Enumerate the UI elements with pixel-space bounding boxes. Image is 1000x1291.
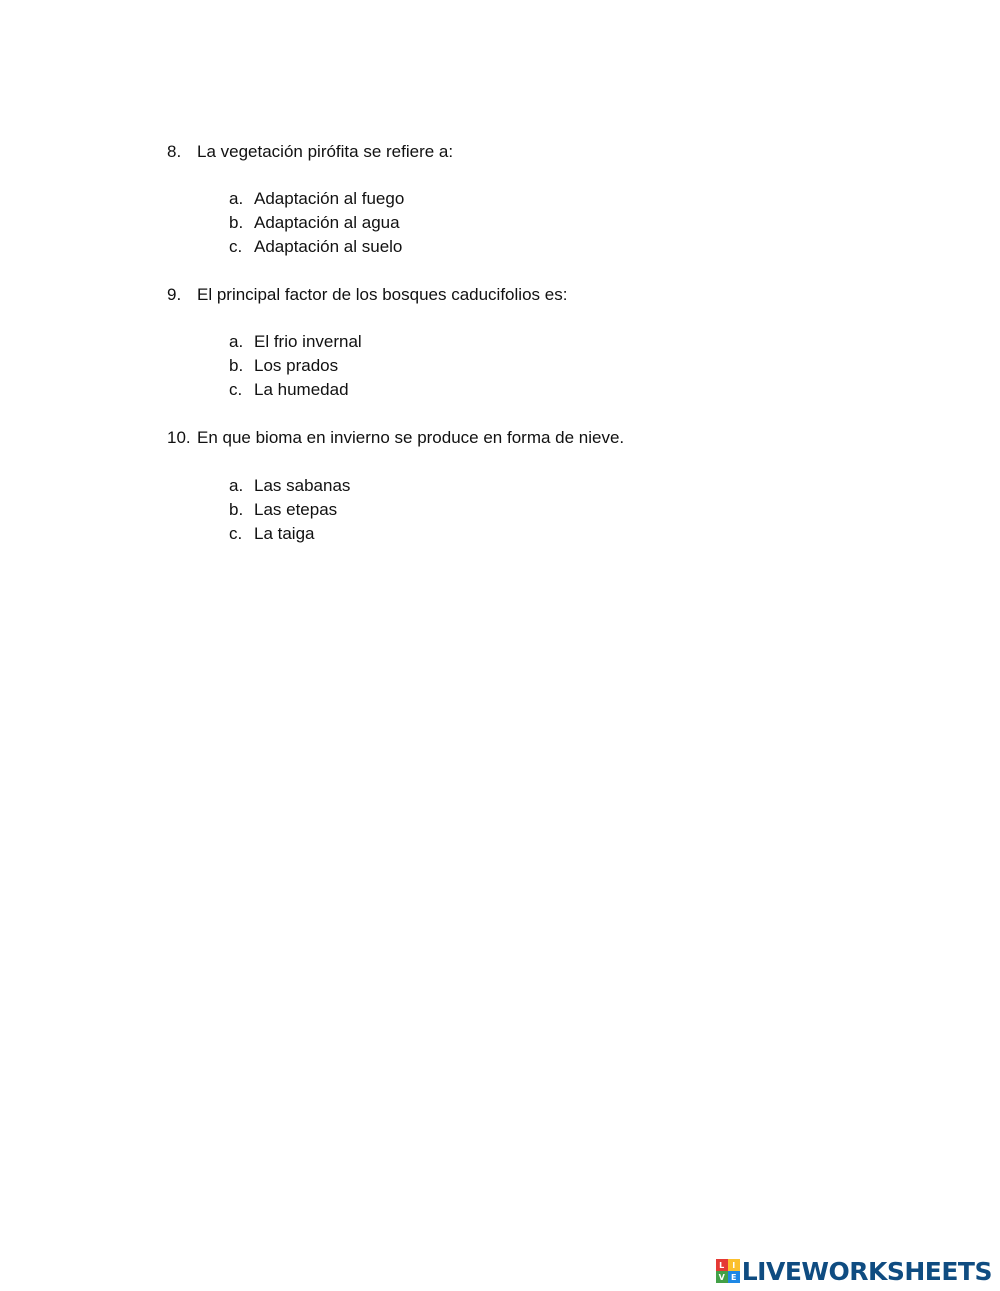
brand-name: LIVEWORKSHEETS bbox=[741, 1256, 992, 1286]
question-9-prompt bbox=[167, 283, 567, 307]
option-text: Las etepas bbox=[254, 500, 338, 519]
option-text: El frio invernal bbox=[254, 332, 362, 351]
liveworksheets-brand bbox=[716, 1256, 992, 1286]
option-text: La humedad bbox=[254, 380, 349, 399]
option-8a bbox=[229, 187, 404, 211]
option-text: Adaptación al agua bbox=[254, 213, 400, 232]
option-letter: c. bbox=[229, 380, 243, 399]
logo-tile-e: E bbox=[728, 1271, 740, 1283]
option-letter: b. bbox=[229, 500, 244, 519]
liveworksheets-logo-icon bbox=[716, 1259, 740, 1283]
option-letter: a. bbox=[229, 332, 244, 351]
option-10b bbox=[229, 498, 337, 522]
question-8-prompt bbox=[167, 140, 453, 164]
option-8b bbox=[229, 211, 400, 235]
question-text: La vegetación pirófita se refiere a: bbox=[197, 142, 454, 161]
question-text: En que bioma en invierno se produce en forma de nieve. bbox=[197, 428, 625, 447]
option-text: Adaptación al fuego bbox=[254, 189, 405, 208]
option-letter: b. bbox=[229, 213, 244, 232]
option-letter: c. bbox=[229, 237, 243, 256]
option-text: La taiga bbox=[254, 524, 315, 543]
option-9a bbox=[229, 330, 362, 354]
question-number: 8. bbox=[167, 142, 182, 161]
option-10a bbox=[229, 474, 350, 498]
option-text: Adaptación al suelo bbox=[254, 237, 403, 256]
logo-tile-l: L bbox=[716, 1259, 728, 1271]
option-letter: b. bbox=[229, 356, 244, 375]
option-9c bbox=[229, 378, 349, 402]
option-letter: c. bbox=[229, 524, 243, 543]
option-letter: a. bbox=[229, 189, 244, 208]
option-letter: a. bbox=[229, 476, 244, 495]
question-number: 10. bbox=[167, 428, 191, 447]
option-8c bbox=[229, 235, 402, 259]
option-text: Los prados bbox=[254, 356, 339, 375]
logo-tile-i: I bbox=[728, 1259, 740, 1271]
logo-tile-v: V bbox=[716, 1271, 728, 1283]
option-text: Las sabanas bbox=[254, 476, 351, 495]
question-10-prompt bbox=[167, 426, 624, 450]
option-9b bbox=[229, 354, 338, 378]
question-text: El principal factor de los bosques caducifolios es: bbox=[197, 285, 568, 304]
question-number: 9. bbox=[167, 285, 182, 304]
option-10c bbox=[229, 522, 315, 546]
